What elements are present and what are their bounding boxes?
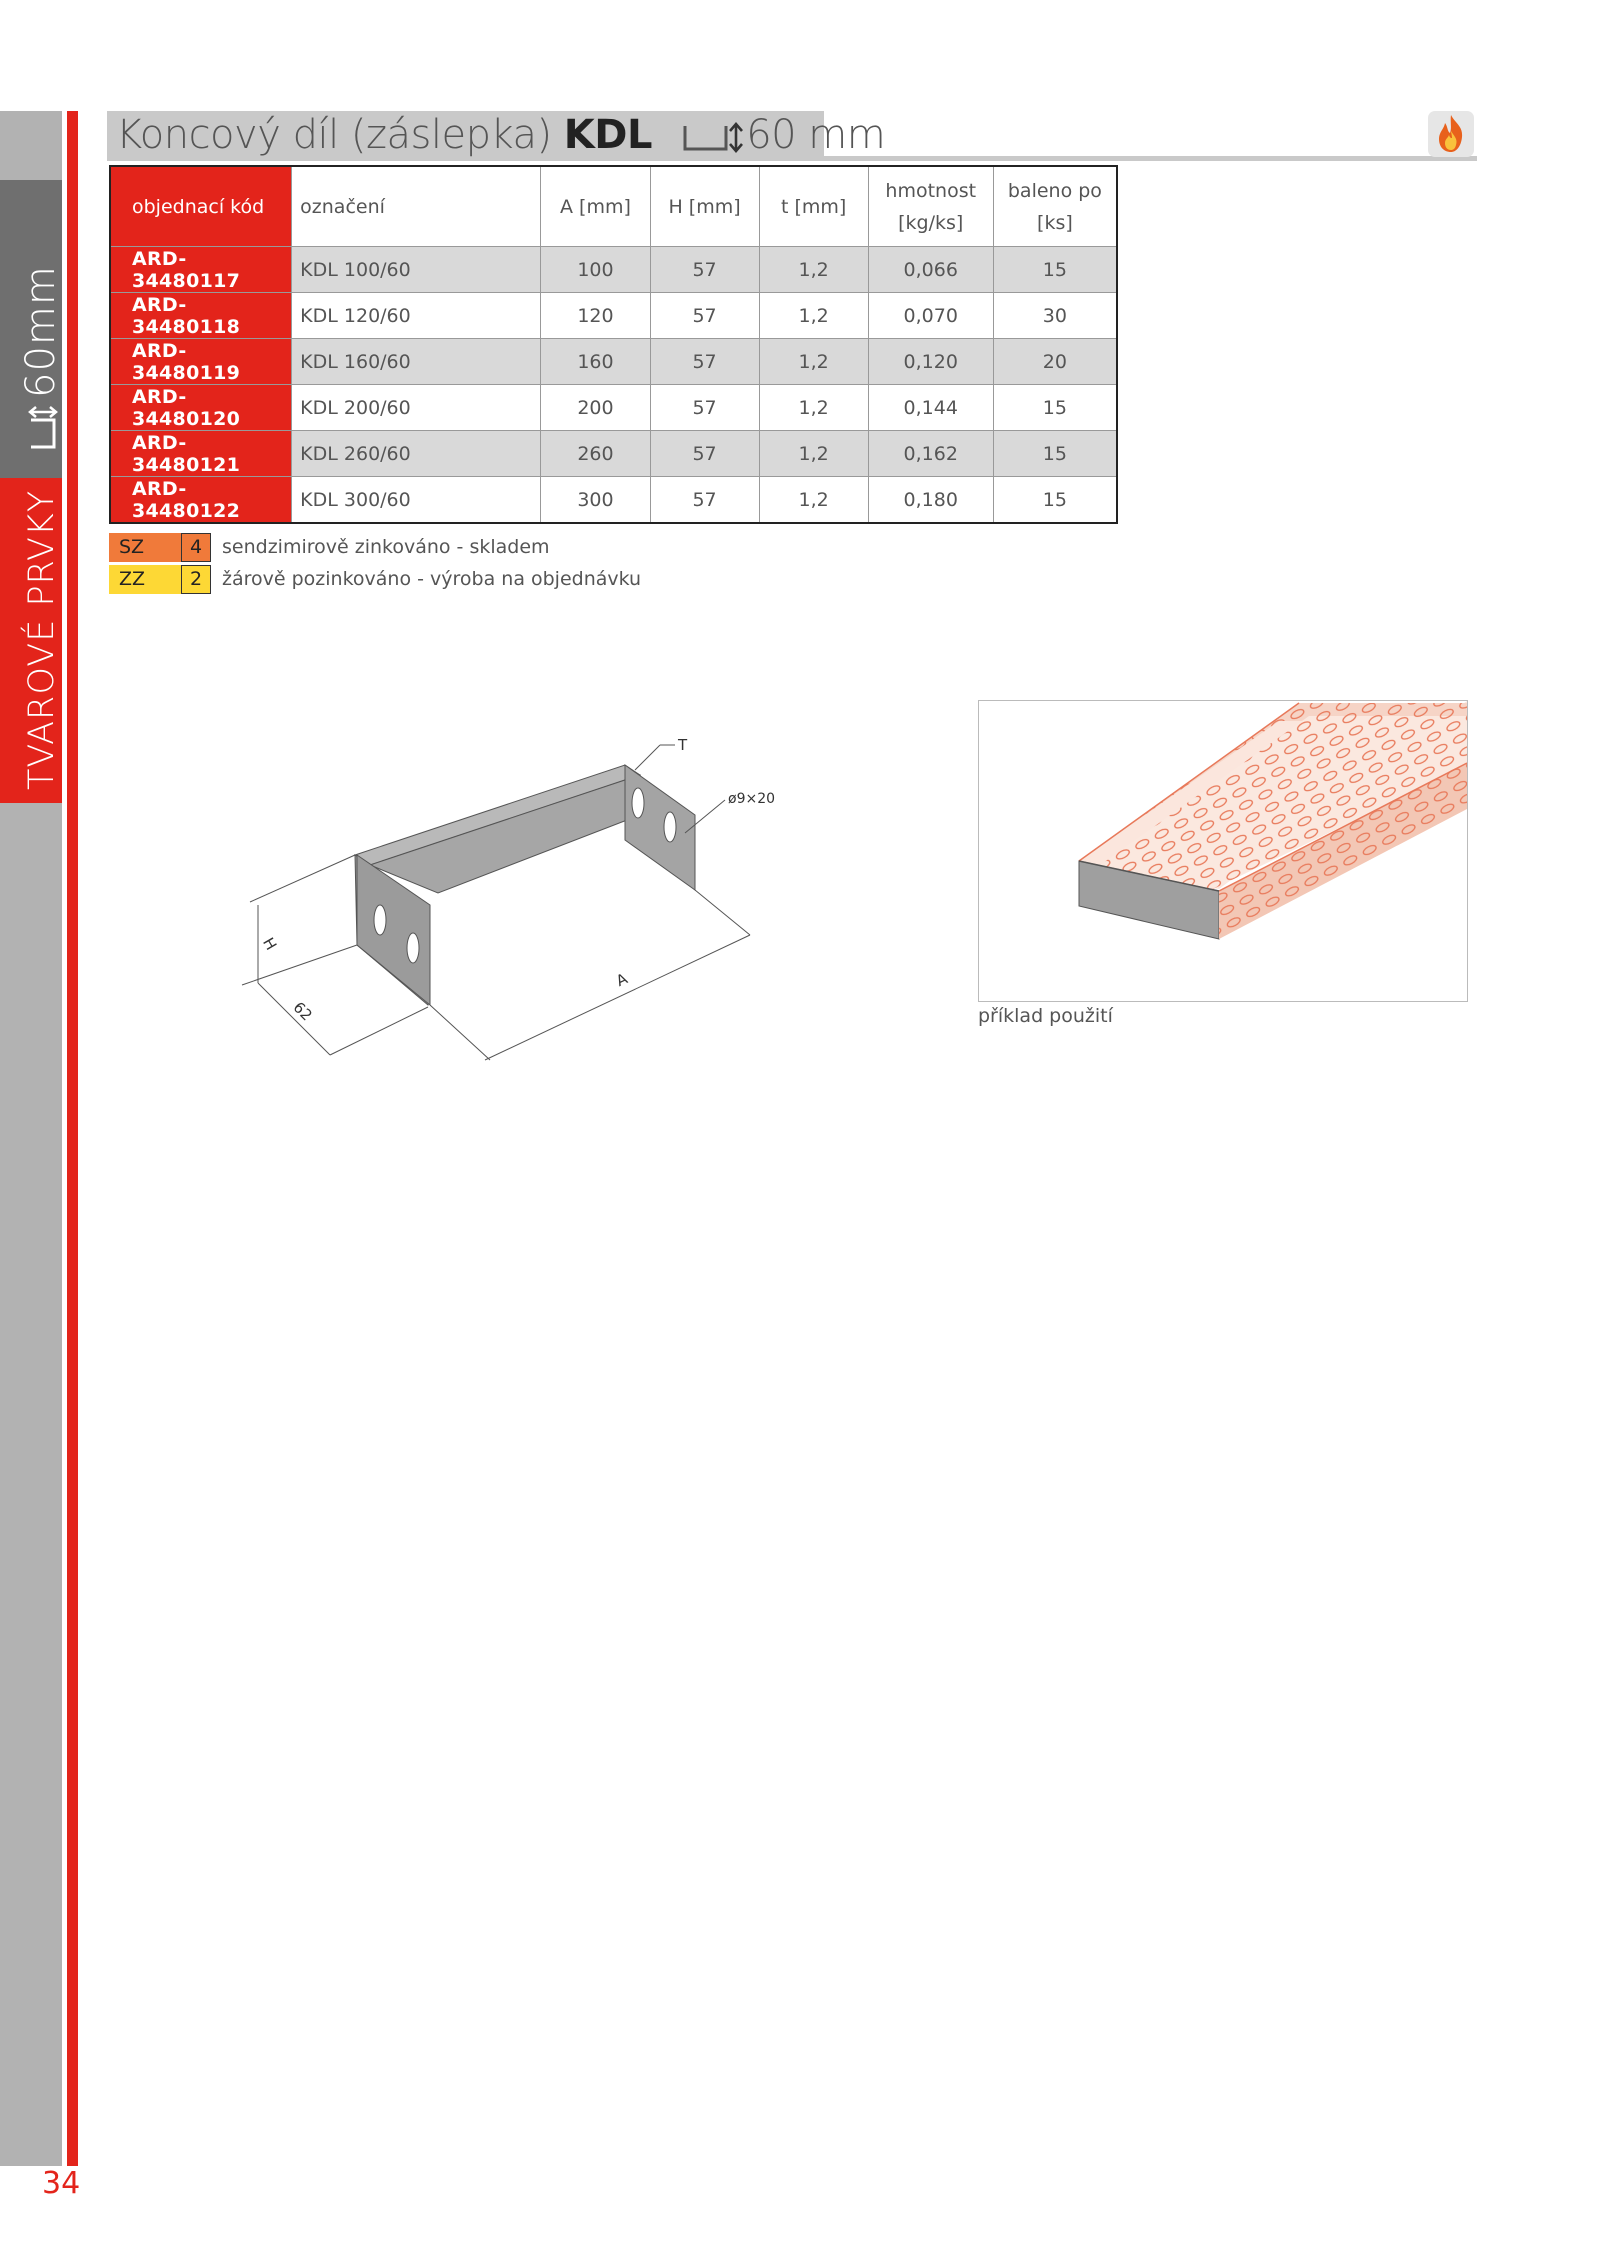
weight: 0,070 — [868, 293, 993, 339]
pack-qty: 15 — [993, 431, 1117, 477]
label-62: 62 — [289, 998, 316, 1025]
header-weight-line1: hmotnost — [885, 179, 977, 202]
designation: KDL 120/60 — [292, 293, 541, 339]
thickness: 1,2 — [759, 385, 868, 431]
header-pack-line2: [ks] — [1037, 211, 1073, 234]
order-code: ARD-34480118 — [110, 293, 292, 339]
tray-height-icon — [27, 406, 59, 450]
order-code: ARD-34480120 — [110, 385, 292, 431]
header-a: A [mm] — [541, 166, 650, 247]
thickness: 1,2 — [759, 247, 868, 293]
title-prefix: Koncový díl (záslepka) — [116, 112, 552, 158]
header-t: t [mm] — [759, 166, 868, 247]
weight: 0,066 — [868, 247, 993, 293]
page-number: 34 — [42, 2166, 81, 2201]
pack-qty: 20 — [993, 339, 1117, 385]
legend-text: žárově pozinkováno - výroba na objednávku — [222, 568, 642, 590]
dim-h: 57 — [650, 247, 759, 293]
table-row — [110, 431, 1117, 477]
technical-drawing — [220, 715, 820, 1075]
table-header-row — [110, 166, 1117, 247]
designation: KDL 200/60 — [292, 385, 541, 431]
dim-h: 57 — [650, 293, 759, 339]
sidebar-section-label: TVAROVÉ PRVKY — [22, 489, 62, 790]
dim-a: 160 — [541, 339, 650, 385]
product-table — [109, 165, 1118, 524]
dim-a: 100 — [541, 247, 650, 293]
header-weight — [868, 166, 993, 247]
legend-count: 4 — [181, 533, 211, 562]
label-hole: ø9×20 — [728, 791, 776, 807]
dim-a: 260 — [541, 431, 650, 477]
legend-code: ZZ — [109, 565, 181, 594]
cable-tray-illustration — [979, 701, 1467, 1001]
table-row — [110, 477, 1117, 524]
end-piece-right-flange — [625, 765, 695, 890]
order-code: ARD-34480117 — [110, 247, 292, 293]
designation: KDL 100/60 — [292, 247, 541, 293]
order-code: ARD-34480121 — [110, 431, 292, 477]
weight: 0,180 — [868, 477, 993, 524]
table-row — [110, 385, 1117, 431]
title-size: 60 mm — [746, 112, 886, 158]
designation: KDL 260/60 — [292, 431, 541, 477]
label-width: A — [613, 969, 631, 991]
table-row — [110, 293, 1117, 339]
order-code: ARD-34480122 — [110, 477, 292, 524]
page-title — [116, 112, 885, 158]
dim-a: 300 — [541, 477, 650, 524]
mounting-slot — [632, 788, 644, 818]
dim-a: 200 — [541, 385, 650, 431]
thickness: 1,2 — [759, 339, 868, 385]
pack-qty: 30 — [993, 293, 1117, 339]
header-weight-line2: [kg/ks] — [898, 211, 964, 234]
mounting-slot — [407, 933, 419, 963]
thickness: 1,2 — [759, 431, 868, 477]
header-pack — [993, 166, 1117, 247]
label-thickness: T — [678, 736, 688, 754]
pack-qty: 15 — [993, 247, 1117, 293]
usage-example-image — [978, 700, 1468, 1002]
order-code: ARD-34480119 — [110, 339, 292, 385]
dim-h: 57 — [650, 385, 759, 431]
header-name: označení — [292, 166, 541, 247]
dim-h: 57 — [650, 339, 759, 385]
sidebar-size-label — [18, 265, 64, 450]
thickness: 1,2 — [759, 477, 868, 524]
mounting-slot — [664, 812, 676, 842]
dim-a: 120 — [541, 293, 650, 339]
sidebar-size-text: 60mm — [18, 265, 64, 398]
designation: KDL 300/60 — [292, 477, 541, 524]
weight: 0,144 — [868, 385, 993, 431]
legend-text: sendzimirově zinkováno - skladem — [222, 536, 550, 558]
legend-code: SZ — [109, 533, 181, 562]
header-h: H [mm] — [650, 166, 759, 247]
weight: 0,162 — [868, 431, 993, 477]
end-piece-body — [370, 775, 640, 893]
designation: KDL 160/60 — [292, 339, 541, 385]
usage-example-caption: příklad použití — [978, 1005, 1113, 1027]
legend-count: 2 — [181, 565, 211, 594]
table-row — [110, 247, 1117, 293]
title-product-code: KDL — [563, 112, 652, 158]
dim-h: 57 — [650, 431, 759, 477]
table-row — [110, 339, 1117, 385]
header-pack-line1: baleno po — [1007, 179, 1102, 202]
fire-resistance-icon — [1428, 111, 1474, 157]
dimension-lines — [242, 745, 750, 1060]
label-height: H — [259, 934, 281, 954]
dim-h: 57 — [650, 477, 759, 524]
tray-height-icon — [682, 120, 744, 154]
mounting-slot — [374, 905, 386, 935]
header-code: objednací kód — [110, 166, 292, 247]
sidebar-red-rule — [67, 111, 78, 2166]
thickness: 1,2 — [759, 293, 868, 339]
pack-qty: 15 — [993, 477, 1117, 524]
weight: 0,120 — [868, 339, 993, 385]
pack-qty: 15 — [993, 385, 1117, 431]
